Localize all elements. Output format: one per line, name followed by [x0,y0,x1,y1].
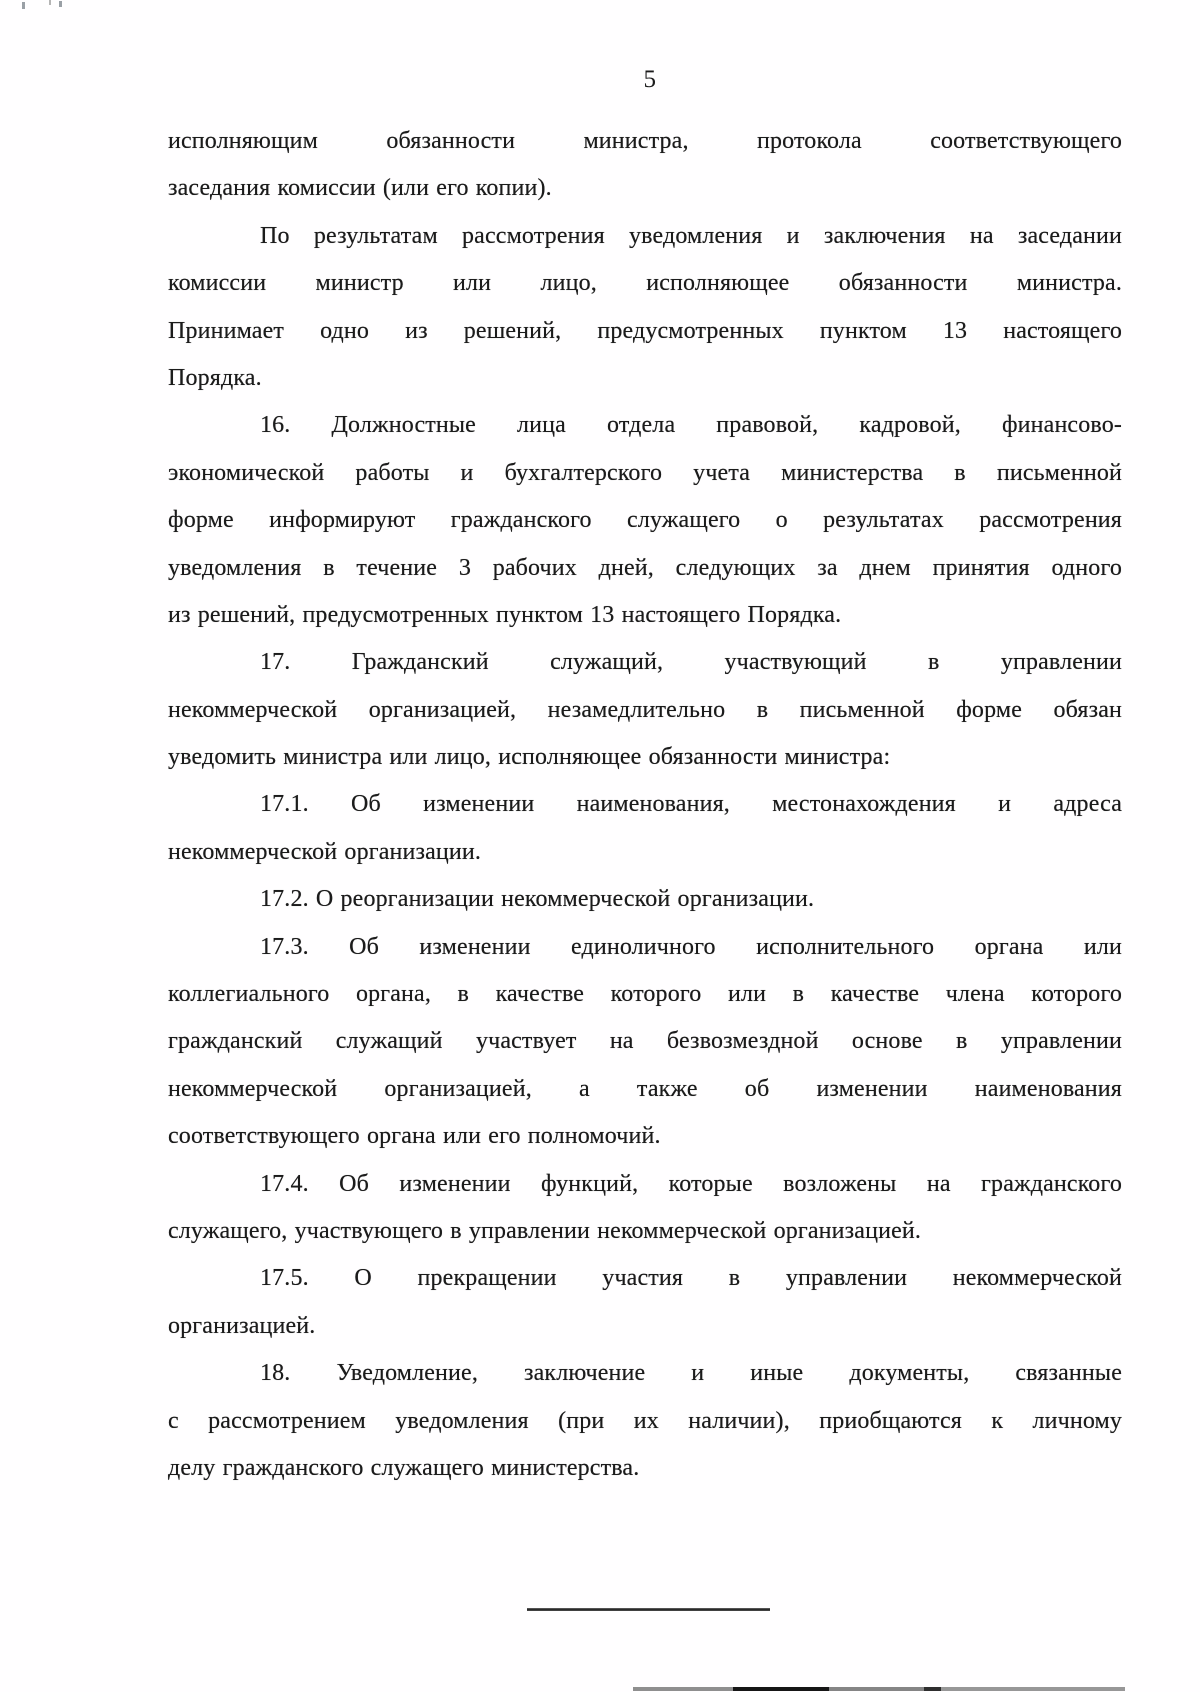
paragraph-17-line: некоммерческой организацией, незамедлительно в письменной форме обязан [168,696,1122,723]
paragraph-18-line: с рассмотрением уведомления (при их наличии), приобщаются к личному [168,1407,1122,1434]
scan-speck [22,2,25,9]
paragraph-17-1-line: 17.1. Об изменении наименования, местонахождения и адреса [260,791,1122,818]
page-number: 5 [643,66,657,93]
paragraph-17-5-line: организацией. [168,1312,316,1339]
scan-speck [59,1,62,7]
scan-edge-segment [829,1687,924,1691]
paragraph-results-line: комиссии министр или лицо, исполняющее обязанности министра. [168,270,1122,297]
signature-divider-line [527,1608,770,1611]
paragraph-17-3-line: гражданский служащий участвует на безвозмездной основе в управлении [168,1028,1122,1055]
paragraph-17-3-line: 17.3. Об изменении единоличного исполнительного органа или [260,933,1122,960]
scan-edge-segment [924,1687,941,1691]
paragraph-16-line: из решений, предусмотренных пунктом 13 настоящего Порядка. [168,601,842,628]
paragraph-18-line: 18. Уведомление, заключение и иные документы, связанные [260,1360,1122,1387]
paragraph-17-4-line: 17.4. Об изменении функций, которые возложены на гражданского [260,1170,1122,1197]
paragraph-18-line: делу гражданского служащего министерства. [168,1454,640,1481]
paragraph-17-2-line: 17.2. О реорганизации некоммерческой организации. [260,886,815,913]
paragraph-continuation-line: исполняющим обязанности министра, протокола соответствующего [168,128,1122,154]
paragraph-results-line: По результатам рассмотрения уведомления и заключения на заседании [260,222,1122,249]
paragraph-16-line: экономической работы и бухгалтерского учета министерства в письменной [168,459,1122,486]
scan-edge-segment [941,1687,1125,1691]
paragraph-17-3-line: некоммерческой организацией, а также об изменении наименования [168,1075,1122,1102]
document-text-block [168,118,1122,1492]
paragraph-continuation-line: заседания комиссии (или его копии). [168,175,552,202]
scan-edge-segment [633,1687,733,1691]
paragraph-results-line: Порядка. [168,364,262,391]
paragraph-17-3-line: коллегиального органа, в качестве которого или в качестве члена которого [168,981,1122,1008]
scan-edge-segment [733,1687,829,1691]
paragraph-16-line: 16. Должностные лица отдела правовой, кадровой, финансово- [260,412,1122,439]
paragraph-17-5-line: 17.5. О прекращении участия в управлении некоммерческой [260,1265,1122,1292]
paragraph-results-line: Принимает одно из решений, предусмотренных пунктом 13 настоящего [168,317,1122,344]
paragraph-17-4-line: служащего, участвующего в управлении некоммерческой организацией. [168,1217,922,1244]
scan-edge-artifact [0,1686,1200,1692]
paragraph-17-1-line: некоммерческой организации. [168,838,482,865]
paragraph-17-line: уведомить министра или лицо, исполняющее обязанности министра: [168,744,891,771]
paragraph-16-line: уведомления в течение 3 рабочих дней, следующих за днем принятия одного [168,554,1122,581]
paragraph-17-3-line: соответствующего органа или его полномочий. [168,1123,661,1150]
paragraph-17-line: 17. Гражданский служащий, участвующий в управлении [260,649,1122,676]
scan-speck [49,0,51,5]
paragraph-16-line: форме информируют гражданского служащего о результатах рассмотрения [168,507,1122,534]
